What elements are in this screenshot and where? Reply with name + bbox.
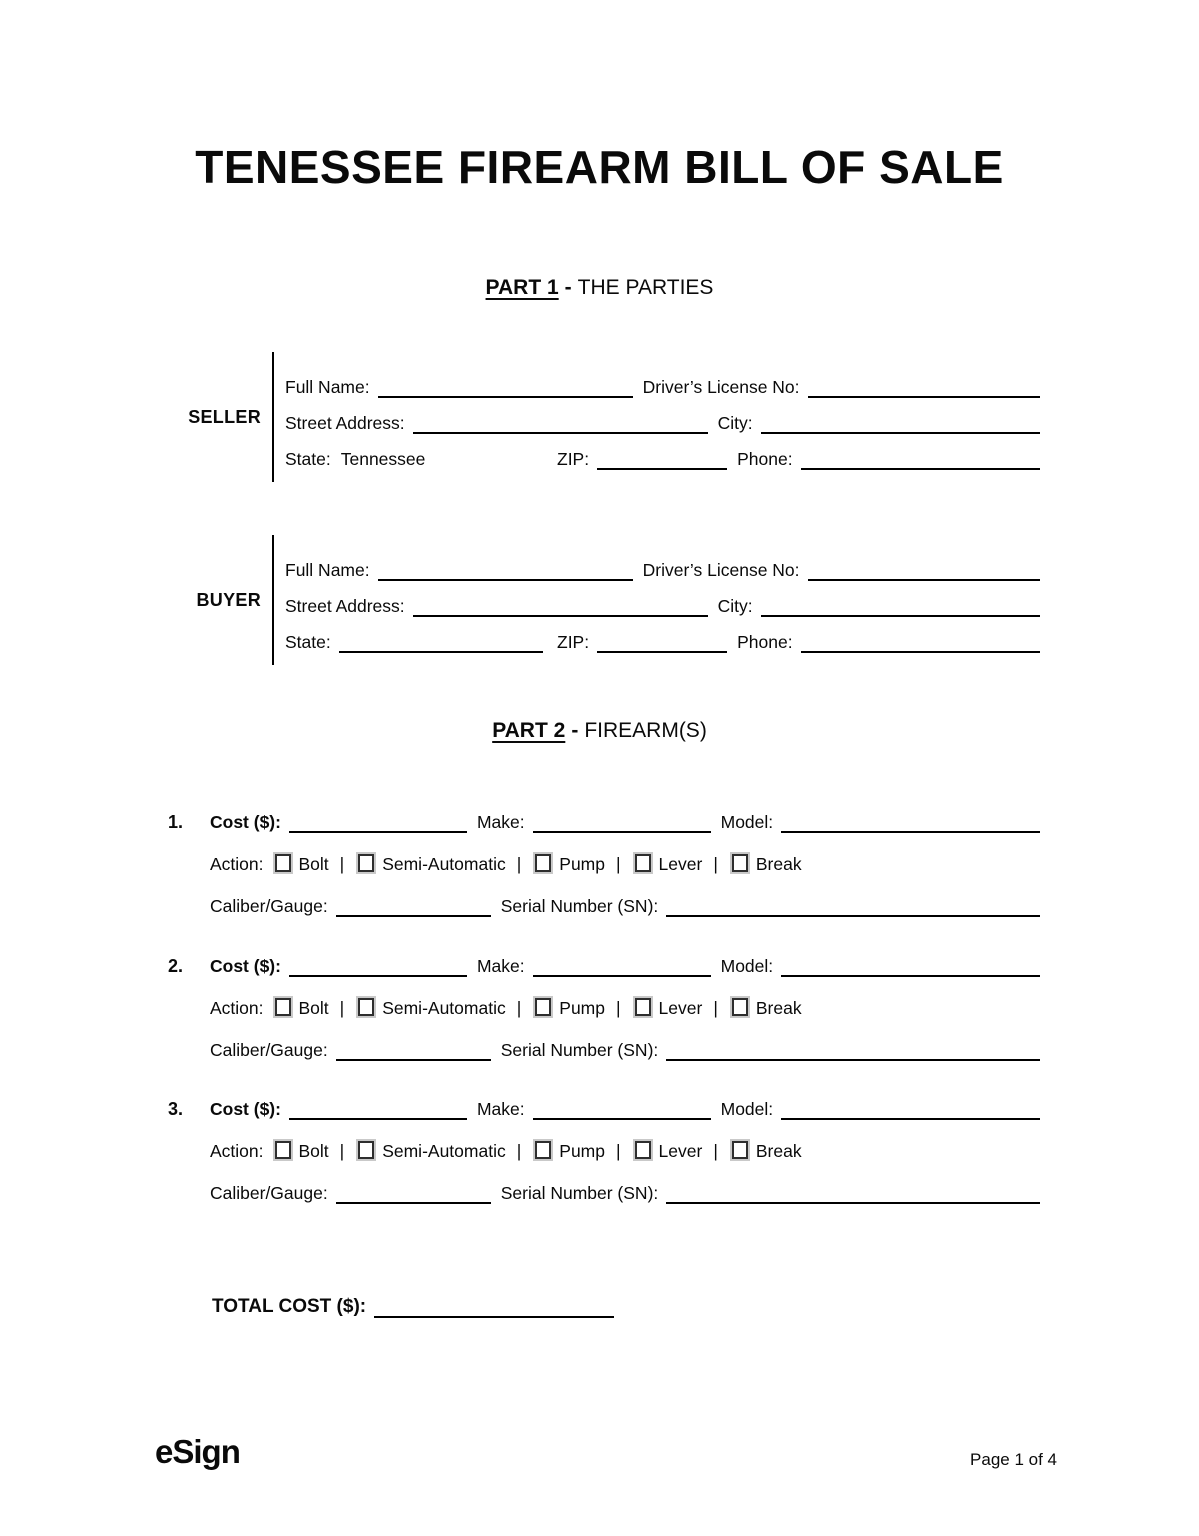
checkbox-break[interactable] bbox=[732, 854, 748, 872]
item2-number: 2. bbox=[168, 956, 184, 976]
item2-row-action bbox=[168, 989, 1040, 1019]
state-label: State: bbox=[285, 632, 331, 652]
city-label: City: bbox=[717, 413, 753, 433]
action-label: Action: bbox=[210, 998, 264, 1018]
street-label: Street Address: bbox=[285, 413, 405, 433]
item1-model-field[interactable] bbox=[781, 809, 1040, 833]
cost-label: Cost ($): bbox=[210, 956, 281, 976]
option-label-lever: Lever bbox=[658, 998, 703, 1018]
buyer-city-field[interactable] bbox=[761, 593, 1040, 617]
action-label: Action: bbox=[210, 1141, 264, 1161]
serial-label: Serial Number (SN): bbox=[500, 896, 659, 916]
item3-make-field[interactable] bbox=[533, 1096, 711, 1120]
checkbox-pump[interactable] bbox=[535, 998, 551, 1016]
zip-label: ZIP: bbox=[557, 632, 590, 652]
firearm-item-2 bbox=[168, 947, 1040, 1073]
option-separator: | bbox=[713, 854, 718, 874]
option-label-semi-automatic: Semi-Automatic bbox=[382, 998, 506, 1018]
option-label-break: Break bbox=[755, 1141, 802, 1161]
checkbox-semi-automatic[interactable] bbox=[358, 998, 374, 1016]
phone-label: Phone: bbox=[737, 449, 793, 469]
checkbox-lever[interactable] bbox=[635, 998, 651, 1016]
buyer-state-area bbox=[285, 629, 557, 653]
option-separator: | bbox=[713, 998, 718, 1018]
buyer-row-address bbox=[285, 581, 1040, 617]
option-bolt bbox=[272, 998, 329, 1019]
option-label-lever: Lever bbox=[658, 854, 703, 874]
item3-serial-field[interactable] bbox=[666, 1180, 1040, 1204]
city-label: City: bbox=[717, 596, 753, 616]
checkbox-pump[interactable] bbox=[535, 854, 551, 872]
item3-row-action bbox=[168, 1132, 1040, 1162]
seller-state-area bbox=[285, 449, 557, 470]
item1-row-cost bbox=[168, 803, 1040, 833]
cost-label: Cost ($): bbox=[210, 1099, 281, 1119]
item1-cost-field[interactable] bbox=[289, 809, 467, 833]
option-label-bolt: Bolt bbox=[298, 854, 329, 874]
make-label: Make: bbox=[476, 956, 525, 976]
option-semi-automatic bbox=[355, 854, 506, 875]
firearm-item-3 bbox=[168, 1090, 1040, 1216]
item2-cost-field[interactable] bbox=[289, 953, 467, 977]
option-label-break: Break bbox=[755, 998, 802, 1018]
part1-heading bbox=[0, 276, 1199, 300]
buyer-row-state bbox=[285, 617, 1040, 653]
option-separator: | bbox=[516, 1141, 522, 1161]
full-name-label: Full Name: bbox=[285, 377, 370, 397]
option-pump bbox=[532, 1141, 605, 1162]
seller-row-state bbox=[285, 434, 1040, 470]
option-label-bolt: Bolt bbox=[298, 998, 329, 1018]
buyer-fields bbox=[272, 535, 1040, 665]
serial-label: Serial Number (SN): bbox=[500, 1040, 659, 1060]
page-title: TENESSEE FIREARM BILL OF SALE bbox=[195, 141, 1004, 193]
part2-heading bbox=[0, 719, 1199, 743]
seller-fields bbox=[272, 352, 1040, 482]
option-pump bbox=[532, 998, 605, 1019]
caliber-label: Caliber/Gauge: bbox=[210, 1040, 328, 1060]
buyer-phone-field[interactable] bbox=[801, 629, 1040, 653]
option-lever bbox=[632, 1141, 703, 1162]
option-label-semi-automatic: Semi-Automatic bbox=[382, 1141, 506, 1161]
option-separator: | bbox=[615, 854, 621, 874]
cost-label: Cost ($): bbox=[210, 812, 281, 832]
checkbox-bolt[interactable] bbox=[275, 854, 291, 872]
phone-label: Phone: bbox=[737, 632, 793, 652]
item1-serial-field[interactable] bbox=[666, 893, 1040, 917]
option-break bbox=[729, 998, 802, 1019]
checkbox-lever[interactable] bbox=[635, 854, 651, 872]
item3-row-caliber bbox=[168, 1174, 1040, 1204]
option-label-break: Break bbox=[755, 854, 802, 874]
option-lever bbox=[632, 854, 703, 875]
checkbox-bolt[interactable] bbox=[275, 998, 291, 1016]
item3-model-field[interactable] bbox=[781, 1096, 1040, 1120]
model-label: Model: bbox=[720, 812, 774, 832]
checkbox-lever[interactable] bbox=[635, 1141, 651, 1159]
caliber-label: Caliber/Gauge: bbox=[210, 896, 328, 916]
seller-zip-field[interactable] bbox=[597, 446, 727, 470]
item1-row-action bbox=[168, 845, 1040, 875]
zip-label: ZIP: bbox=[557, 449, 590, 469]
option-label-semi-automatic: Semi-Automatic bbox=[382, 854, 506, 874]
item2-row-caliber bbox=[168, 1031, 1040, 1061]
part2-heading-text: FIREARM(S) bbox=[584, 719, 707, 742]
license-label: Driver’s License No: bbox=[642, 560, 800, 580]
street-label: Street Address: bbox=[285, 596, 405, 616]
buyer-license-field[interactable] bbox=[808, 557, 1040, 581]
item2-model-field[interactable] bbox=[781, 953, 1040, 977]
option-break bbox=[729, 1141, 802, 1162]
checkbox-break[interactable] bbox=[732, 1141, 748, 1159]
seller-label: SELLER bbox=[188, 406, 261, 427]
option-semi-automatic bbox=[355, 1141, 506, 1162]
option-separator: | bbox=[615, 1141, 621, 1161]
model-label: Model: bbox=[720, 1099, 774, 1119]
option-label-lever: Lever bbox=[658, 1141, 703, 1161]
firearm-item-1 bbox=[168, 803, 1040, 929]
seller-city-field[interactable] bbox=[761, 410, 1040, 434]
item3-caliber-field[interactable] bbox=[336, 1180, 491, 1204]
option-separator: | bbox=[339, 998, 345, 1018]
item2-caliber-field[interactable] bbox=[336, 1037, 491, 1061]
buyer-label: BUYER bbox=[196, 589, 261, 610]
seller-row-address bbox=[285, 398, 1040, 434]
option-label-pump: Pump bbox=[559, 1141, 605, 1161]
checkbox-pump[interactable] bbox=[535, 1141, 551, 1159]
item1-row-caliber bbox=[168, 887, 1040, 917]
option-separator: | bbox=[339, 1141, 345, 1161]
full-name-label: Full Name: bbox=[285, 560, 370, 580]
seller-section bbox=[150, 352, 1040, 482]
buyer-row-name bbox=[285, 545, 1040, 581]
total-cost-row bbox=[212, 1288, 614, 1318]
option-label-bolt: Bolt bbox=[298, 1141, 329, 1161]
item1-caliber-field[interactable] bbox=[336, 893, 491, 917]
state-label: State: bbox=[285, 449, 331, 469]
option-separator: | bbox=[339, 854, 345, 874]
checkbox-semi-automatic[interactable] bbox=[358, 1141, 374, 1159]
buyer-section bbox=[150, 535, 1040, 665]
option-bolt bbox=[272, 1141, 329, 1162]
option-separator: | bbox=[713, 1141, 718, 1161]
make-label: Make: bbox=[476, 1099, 525, 1119]
option-separator: | bbox=[516, 854, 522, 874]
seller-phone-field[interactable] bbox=[801, 446, 1040, 470]
buyer-street-field[interactable] bbox=[413, 593, 708, 617]
total-cost-label: TOTAL COST ($): bbox=[212, 1296, 367, 1317]
part1-heading-dash: - bbox=[564, 276, 572, 299]
option-lever bbox=[632, 998, 703, 1019]
part2-heading-label: PART 2 bbox=[492, 719, 566, 742]
total-cost-field[interactable] bbox=[374, 1294, 614, 1318]
item1-make-field[interactable] bbox=[533, 809, 711, 833]
make-label: Make: bbox=[476, 812, 525, 832]
buyer-state-field[interactable] bbox=[339, 629, 543, 653]
option-separator: | bbox=[615, 998, 621, 1018]
item3-row-cost bbox=[168, 1090, 1040, 1120]
part2-heading-dash: - bbox=[571, 719, 579, 742]
seller-row-name bbox=[285, 362, 1040, 398]
seller-full-name-field[interactable] bbox=[378, 374, 633, 398]
item3-number: 3. bbox=[168, 1099, 184, 1119]
page-indicator: Page 1 of 4 bbox=[970, 1450, 1057, 1469]
item3-cost-field[interactable] bbox=[289, 1096, 467, 1120]
part1-heading-text: THE PARTIES bbox=[577, 276, 714, 299]
item2-serial-field[interactable] bbox=[666, 1037, 1040, 1061]
checkbox-break[interactable] bbox=[732, 998, 748, 1016]
model-label: Model: bbox=[720, 956, 774, 976]
checkbox-semi-automatic[interactable] bbox=[358, 854, 374, 872]
serial-label: Serial Number (SN): bbox=[500, 1183, 659, 1203]
option-label-pump: Pump bbox=[559, 854, 605, 874]
option-pump bbox=[532, 854, 605, 875]
esign-logo: eSign bbox=[155, 1433, 240, 1470]
item1-number: 1. bbox=[168, 812, 184, 832]
option-label-pump: Pump bbox=[559, 998, 605, 1018]
seller-state-value: Tennessee bbox=[340, 449, 426, 469]
item2-make-field[interactable] bbox=[533, 953, 711, 977]
option-break bbox=[729, 854, 802, 875]
action-label: Action: bbox=[210, 854, 264, 874]
item2-row-cost bbox=[168, 947, 1040, 977]
buyer-full-name-field[interactable] bbox=[378, 557, 633, 581]
option-semi-automatic bbox=[355, 998, 506, 1019]
seller-license-field[interactable] bbox=[808, 374, 1040, 398]
checkbox-bolt[interactable] bbox=[275, 1141, 291, 1159]
part1-heading-label: PART 1 bbox=[485, 276, 559, 299]
option-separator: | bbox=[516, 998, 522, 1018]
option-bolt bbox=[272, 854, 329, 875]
caliber-label: Caliber/Gauge: bbox=[210, 1183, 328, 1203]
license-label: Driver’s License No: bbox=[642, 377, 800, 397]
buyer-zip-field[interactable] bbox=[597, 629, 727, 653]
seller-street-field[interactable] bbox=[413, 410, 708, 434]
